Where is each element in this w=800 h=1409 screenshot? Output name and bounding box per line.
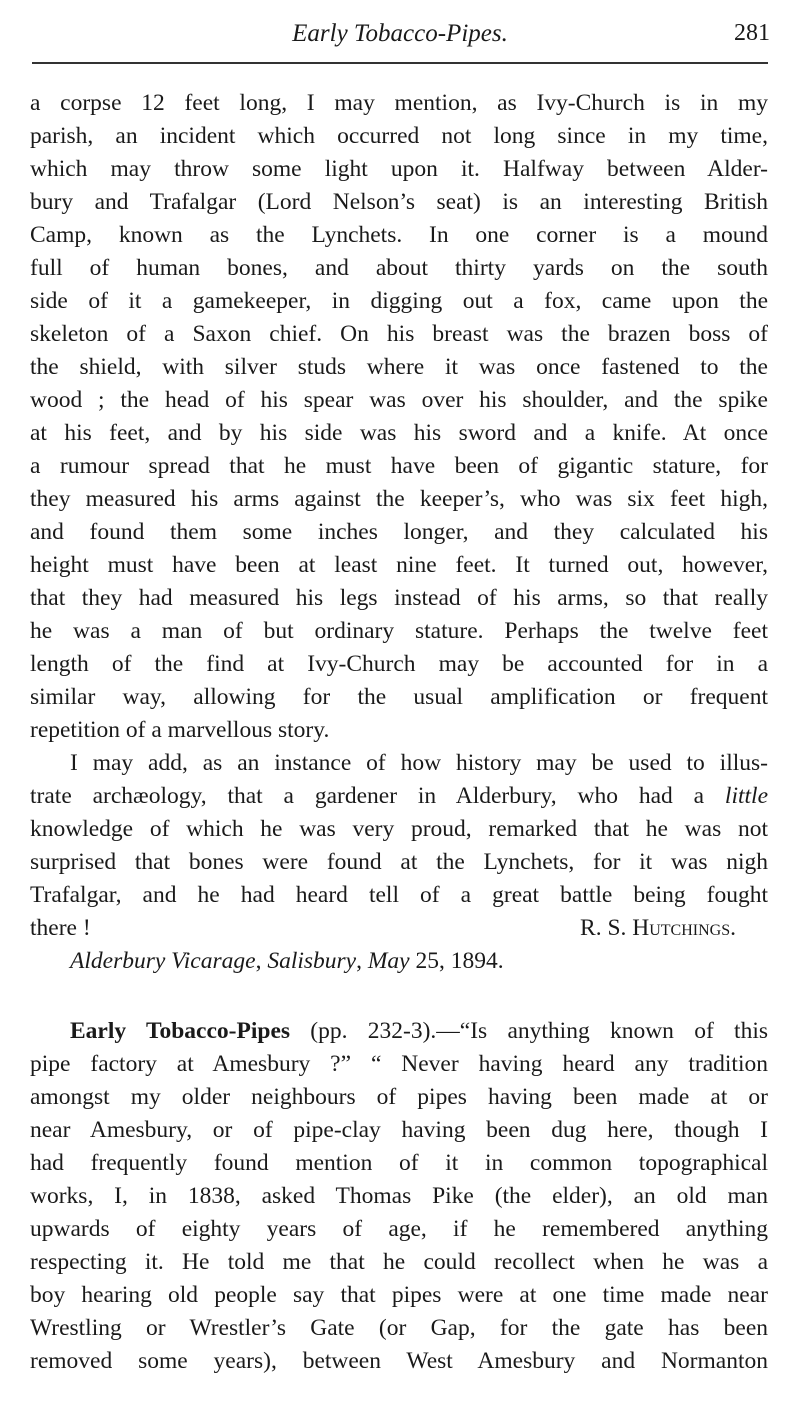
text-segment: near Amesbury, or of pipe-clay having been dug here, though I xyxy=(30,1117,768,1143)
text-segment: Trafalgar, and he had heard tell of a great battle being fought xyxy=(30,882,768,908)
text-segment: at his feet, and by his side was his sword and a knife. At once xyxy=(30,420,768,446)
text-segment: removed some years), between West Amesbury and Normanton xyxy=(30,1348,768,1374)
text-line xyxy=(30,384,768,417)
running-title: Early Tobacco-Pipes. xyxy=(292,20,508,47)
text-line xyxy=(30,1312,768,1345)
text-line xyxy=(30,582,768,615)
text-line xyxy=(30,1114,768,1147)
text-segment: trate archæology, that a gardener in Alderbury, who had a xyxy=(30,783,725,809)
text-line xyxy=(30,780,768,813)
text-segment: 25, 1894. xyxy=(409,948,504,974)
text-line xyxy=(30,747,768,780)
text-segment: had frequently found mention of it in common topographical xyxy=(30,1150,768,1176)
text-segment: that they had measured his legs instead of his arms, so that really xyxy=(30,585,768,611)
text-line xyxy=(30,615,768,648)
text-segment: amongst my older neighbours of pipes having been made at or xyxy=(30,1084,768,1110)
text-segment: upwards of eighty years of age, if he remembered anything xyxy=(30,1216,768,1242)
text-segment: pipe factory at Amesbury ?” “ Never having heard any tradition xyxy=(30,1051,768,1077)
text-segment: a rumour spread that he must have been of gigantic stature, for xyxy=(30,453,768,479)
section-heading: Early Tobacco-Pipes xyxy=(70,1018,291,1044)
italic-text: May xyxy=(367,948,410,974)
paragraph-ivy-church xyxy=(30,87,768,912)
text-line xyxy=(30,681,768,714)
text-segment: , xyxy=(356,948,368,974)
text-line xyxy=(30,1180,768,1213)
text-segment: repetition of a marvellous story. xyxy=(30,717,330,743)
page-number: 281 xyxy=(734,20,770,46)
text-segment: boy hearing old people say that pipes were at one time made near xyxy=(30,1282,768,1308)
signature-left-text: there ! xyxy=(30,915,91,941)
text-segment: bury and Trafalgar (Lord Nelson’s seat) is an interesting British xyxy=(30,189,768,215)
italic-text: little xyxy=(724,783,768,809)
text-line xyxy=(30,1279,768,1312)
text-line xyxy=(30,1147,768,1180)
text-segment: they measured his arms against the keeper’s, who was six feet high, xyxy=(30,486,768,512)
text-segment: Wrestling or Wrestler’s Gate (or Gap, for the gate has been xyxy=(30,1315,768,1341)
text-line xyxy=(30,1048,768,1081)
text-line xyxy=(30,417,768,450)
paragraph-early-tobacco-pipes xyxy=(30,1015,768,1378)
text-segment: Camp, known as the Lynchets. In one corner is a mound xyxy=(30,222,768,248)
text-line xyxy=(30,1081,768,1114)
text-line xyxy=(30,351,768,384)
text-segment: skeleton of a Saxon chief. On his breast was the brazen boss of xyxy=(30,321,768,347)
text-line xyxy=(30,648,768,681)
header-rule xyxy=(32,62,768,64)
text-line xyxy=(30,120,768,153)
text-segment: I may add, as an instance of how history may be used to illus- xyxy=(70,750,768,776)
italic-text: Alderbury Vicarage xyxy=(70,948,256,974)
text-segment: the shield, with silver studs where it was once fastened to the xyxy=(30,354,768,380)
dateline xyxy=(30,945,768,978)
text-line xyxy=(30,450,768,483)
signature-block xyxy=(30,912,768,978)
text-line xyxy=(30,87,768,120)
page-header xyxy=(30,18,770,58)
text-line xyxy=(30,846,768,879)
text-segment: he was a man of but ordinary stature. Perhaps the twelve feet xyxy=(30,618,768,644)
italic-text: Salisbury xyxy=(267,948,357,974)
text-line xyxy=(30,285,768,318)
text-line xyxy=(30,516,768,549)
text-segment: side of it a gamekeeper, in digging out a fox, came upon the xyxy=(30,288,768,314)
text-line xyxy=(30,318,768,351)
text-line xyxy=(30,813,768,846)
text-segment: works, I, in 1838, asked Thomas Pike (the elder), an old man xyxy=(30,1183,768,1209)
text-segment: knowledge of which he was very proud, remarked that he was not xyxy=(30,816,768,842)
text-line xyxy=(30,252,768,285)
text-segment: (pp. 232-3).—“Is anything known of this xyxy=(290,1018,768,1044)
text-line xyxy=(30,153,768,186)
text-segment: wood ; the head of his spear was over his shoulder, and the spike xyxy=(30,387,768,413)
text-line xyxy=(30,483,768,516)
author-name: R. S. Hutchings. xyxy=(580,915,736,941)
text-segment: length of the find at Ivy-Church may be accounted for in a xyxy=(30,651,768,677)
text-segment: full of human bones, and about thirty yards on the south xyxy=(30,255,768,281)
text-segment: , xyxy=(255,948,268,974)
text-line xyxy=(30,186,768,219)
text-line xyxy=(30,219,768,252)
text-line xyxy=(30,1246,768,1279)
text-segment: similar way, allowing for the usual amplification or frequent xyxy=(30,684,768,710)
text-line xyxy=(30,1345,768,1378)
text-segment: and found them some inches longer, and they calculated his xyxy=(30,519,768,545)
text-line xyxy=(30,549,768,582)
text-segment: respecting it. He told me that he could recollect when he was a xyxy=(30,1249,768,1275)
text-segment: parish, an incident which occurred not long since in my time, xyxy=(30,123,768,149)
text-line xyxy=(30,1213,768,1246)
text-segment: a corpse 12 feet long, I may mention, as Ivy-Church is in my xyxy=(30,90,768,116)
text-segment: surprised that bones were found at the Lynchets, for it was nigh xyxy=(30,849,768,875)
text-line xyxy=(30,1015,768,1048)
text-segment: height must have been at least nine feet. It turned out, however, xyxy=(30,552,768,578)
signature-line xyxy=(30,912,768,945)
text-segment: which may throw some light upon it. Halfway between Alder- xyxy=(30,156,768,182)
text-line xyxy=(30,879,768,912)
text-line xyxy=(30,714,768,747)
